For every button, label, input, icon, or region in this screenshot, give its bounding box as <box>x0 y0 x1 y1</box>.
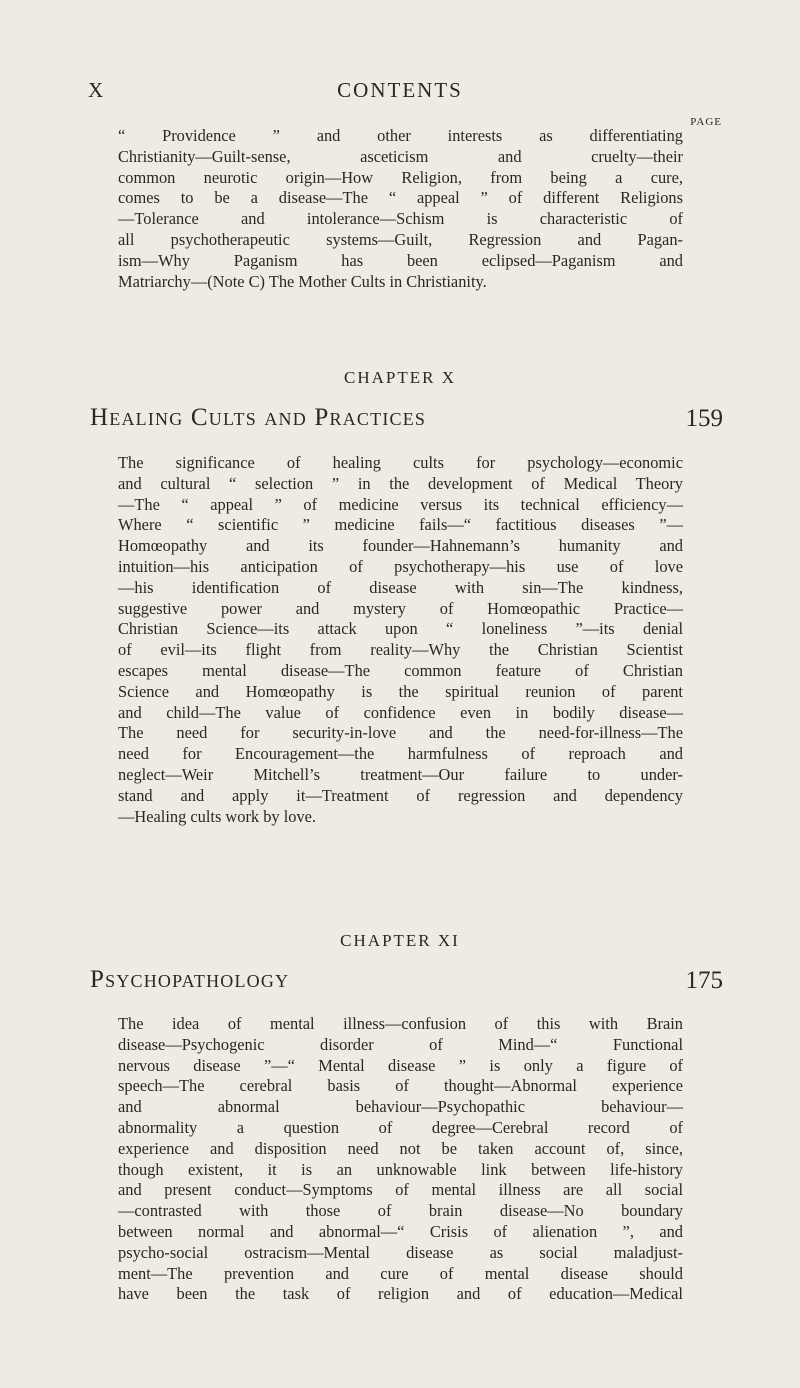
chapter-x-summary <box>118 453 683 827</box>
summary-line: “ Providence ” and other interests as differentiating <box>118 126 683 145</box>
summary-line: nervous disease ”—“ Mental disease ” is only a figure of <box>118 1055 683 1075</box>
summary-line: common neurotic origin—How Religion, from being a cure, <box>118 167 683 187</box>
summary-line: between normal and abnormal—“ Crisis of alienation ”, and <box>118 1221 683 1241</box>
summary-line: ism—Why Paganism has been eclipsed—Paganism and <box>118 250 683 270</box>
summary-line: and cultural “ selection ” in the development of Medical Theory <box>118 473 683 493</box>
summary-line: suggestive power and mystery of Homœopathic Practice— <box>118 598 683 618</box>
summary-line: —Healing cults work by love. <box>118 806 317 826</box>
summary-line: all psychotherapeutic systems—Guilt, Regression and Pagan- <box>118 229 683 249</box>
intro-paragraph <box>118 126 683 292</box>
summary-line: intuition—his anticipation of psychotherapy—his use of love <box>118 556 683 576</box>
summary-line: experience and disposition need not be taken account of, since, <box>118 1138 683 1158</box>
summary-line: The idea of mental illness—confusion of this with Brain <box>118 1014 683 1033</box>
summary-line: and present conduct—Symptoms of mental illness are all social <box>118 1180 683 1200</box>
summary-line: disease—Psychogenic disorder of Mind—“ Functional <box>118 1034 683 1054</box>
summary-line: abnormality a question of degree—Cerebral record of <box>118 1117 683 1137</box>
summary-line: Where “ scientific ” medicine fails—“ factitious diseases ”— <box>118 515 683 535</box>
summary-line: escapes mental disease—The common feature of Christian <box>118 660 683 680</box>
running-title: CONTENTS <box>337 78 463 102</box>
summary-line: and child—The value of confidence even in bodily disease— <box>118 702 683 722</box>
chapter-title-xi: Psychopathology <box>90 966 290 993</box>
summary-line: Homœopathy and its founder—Hahnemann’s humanity and <box>118 536 683 556</box>
summary-line: ment—The prevention and cure of mental disease should <box>118 1263 683 1283</box>
chapter-label-xi: CHAPTER XI <box>340 931 460 950</box>
summary-line: —his identification of disease with sin—The kindness, <box>118 577 683 597</box>
page-column-label: PAGE <box>690 116 722 128</box>
summary-line: stand and apply it—Treatment of regression and dependency <box>118 785 683 805</box>
summary-line: have been the task of religion and of education—Medical <box>118 1284 683 1304</box>
summary-line: need for Encouragement—the harmfulness of reproach and <box>118 744 683 764</box>
chapter-xi-summary <box>118 1014 683 1305</box>
summary-line: Christian Science—its attack upon “ loneliness ”—its denial <box>118 619 683 639</box>
summary-line: —The “ appeal ” of medicine versus its technical efficiency— <box>118 494 683 514</box>
running-header <box>88 78 712 108</box>
chapter-page-x: 159 <box>685 405 723 432</box>
summary-line: Christianity—Guilt-sense, asceticism and cruelty—their <box>118 146 683 166</box>
summary-line: neglect—Weir Mitchell’s treatment—Our failure to under- <box>118 764 683 784</box>
page-number-roman: X <box>88 78 105 102</box>
summary-line: though existent, it is an unknowable link between life-history <box>118 1159 683 1179</box>
chapter-page-xi: 175 <box>685 967 723 994</box>
summary-line: comes to be a disease—The “ appeal ” of different Religions <box>118 188 683 208</box>
summary-line: The significance of healing cults for psychology—economic <box>118 453 683 472</box>
chapter-label-x: CHAPTER X <box>344 368 456 387</box>
chapter-title-x: Healing Cults and Practices <box>90 404 427 431</box>
summary-line: —Tolerance and intolerance—Schism is characteristic of <box>118 209 683 229</box>
summary-line: —contrasted with those of brain disease—No boundary <box>118 1201 683 1221</box>
summary-line: The need for security-in-love and the need-for-illness—The <box>118 723 683 743</box>
summary-line: Matriarchy—(Note C) The Mother Cults in Christianity. <box>118 271 487 291</box>
summary-line: speech—The cerebral basis of thought—Abnormal experience <box>118 1076 683 1096</box>
summary-line: psycho-social ostracism—Mental disease as social maladjust- <box>118 1242 683 1262</box>
summary-line: Science and Homœopathy is the spiritual reunion of parent <box>118 681 683 701</box>
summary-line: and abnormal behaviour—Psychopathic behaviour— <box>118 1097 683 1117</box>
summary-line: of evil—its flight from reality—Why the Christian Scientist <box>118 640 683 660</box>
